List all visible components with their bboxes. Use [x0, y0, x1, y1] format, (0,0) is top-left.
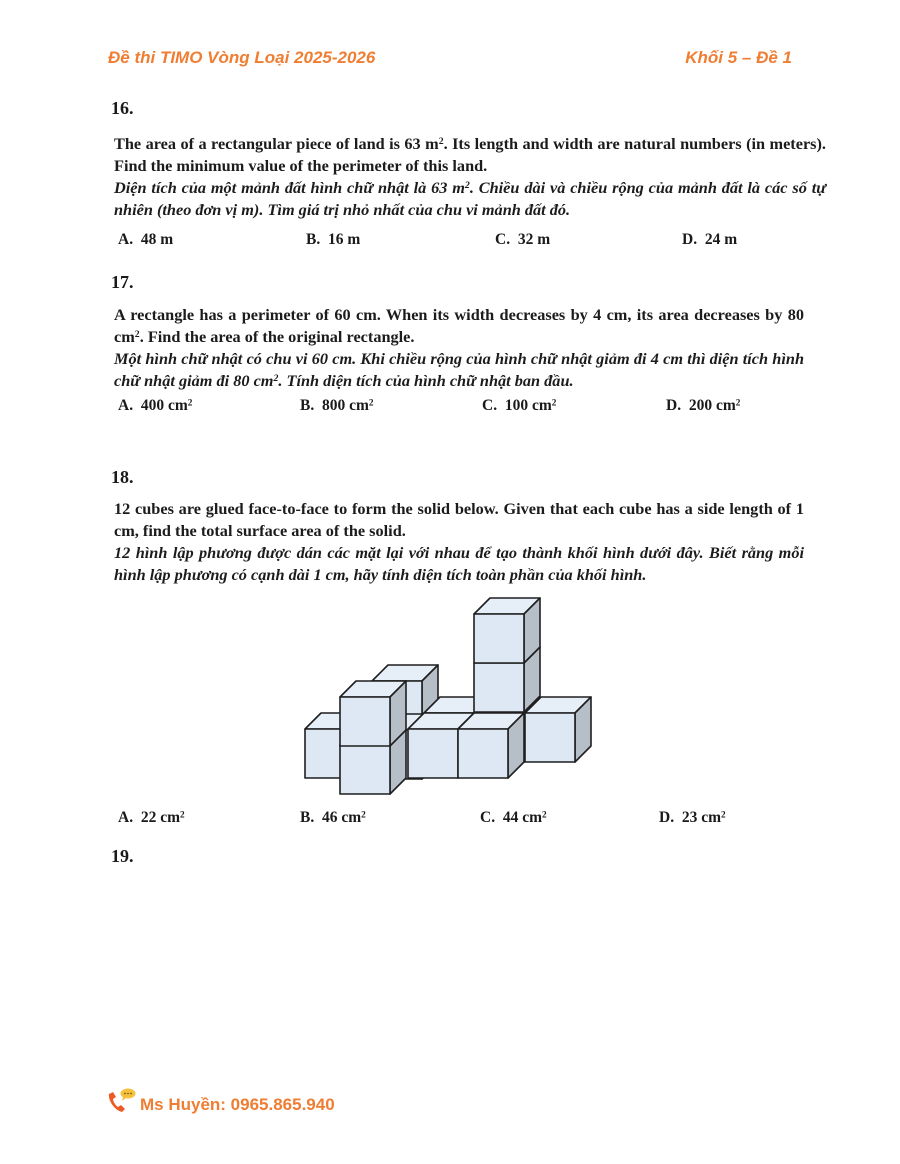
- option-d: D. 200 $cm^2$: [666, 397, 741, 414]
- question-17-vietnamese: Một hình chữ nhật có chu vi 60 cm. Khi chiều rộng của hình chữ nhật giảm đi 4 cm thì diện tích hình chữ nhật giảm đi 80 $cm^2$. Tính diện tích của hình chữ nhật ban đầu.: [114, 349, 804, 390]
- option-b: B. 16 m: [306, 231, 361, 248]
- question-17-text: [114, 304, 804, 392]
- phone-chat-icon: [106, 1088, 138, 1116]
- question-16-options: [118, 231, 818, 253]
- contact-info: Ms Huyền: 0965.865.940: [140, 1095, 335, 1114]
- option-a: A. 22 $cm^2$: [118, 809, 185, 826]
- question-18-number: 18.: [111, 467, 134, 487]
- page-header: [108, 48, 796, 72]
- option-d: D. 24 m: [682, 231, 738, 248]
- exam-title: Đề thi TIMO Vòng Loại 2025-2026: [108, 48, 376, 67]
- option-c: C. 44 $cm^2$: [480, 809, 547, 826]
- question-18-english: 12 cubes are glued face-to-face to form the solid below. Given that each cube has a side length of 1 cm, find the total surface area of the solid.: [114, 499, 804, 540]
- option-b: B. 46 $cm^2$: [300, 809, 366, 826]
- question-19-number: 19.: [111, 846, 134, 866]
- cube-solid-figure: [295, 590, 605, 800]
- option-c: C. 32 m: [495, 231, 551, 248]
- question-17-number: 17.: [111, 272, 134, 292]
- question-16-english: The area of a rectangular piece of land is 63 $m^2$. Its length and width are natural numbers (in meters). Find the minimum value of the perimeter of this land.: [114, 134, 827, 175]
- question-16-vietnamese: Diện tích của một mảnh đất hình chữ nhật là 63 $m^2$. Chiều dài và chiều rộng của mảnh đất là các số tự nhiên (theo đơn vị m). Tìm giá trị nhỏ nhất của chu vi mảnh đất đó.: [114, 178, 826, 219]
- question-18-text: [114, 498, 804, 586]
- question-18-options: [118, 809, 818, 831]
- option-c: C. 100 $cm^2$: [482, 397, 557, 414]
- question-18-vietnamese: 12 hình lập phương được dán các mặt lại với nhau để tạo thành khối hình dưới đây. Biết rằng mỗi hình lập phương có cạnh dài 1 cm, hãy tính diện tích toàn phần của khối hình.: [114, 543, 804, 584]
- option-a: A. 400 $cm^2$: [118, 397, 193, 414]
- question-16-number: 16.: [111, 98, 134, 118]
- question-17-english: A rectangle has a perimeter of 60 cm. When its width decreases by 4 cm, its area decreases by 80 $cm^2$. Find the area of the original rectangle.: [114, 305, 804, 346]
- option-b: B. 800 $cm^2$: [300, 397, 374, 414]
- grade-label: Khối 5 – Đề 1: [685, 48, 792, 67]
- option-d: D. 23 $cm^2$: [659, 809, 726, 826]
- option-a: A. 48 m: [118, 231, 174, 248]
- question-17-options: [118, 397, 818, 419]
- question-16-text: [114, 133, 826, 221]
